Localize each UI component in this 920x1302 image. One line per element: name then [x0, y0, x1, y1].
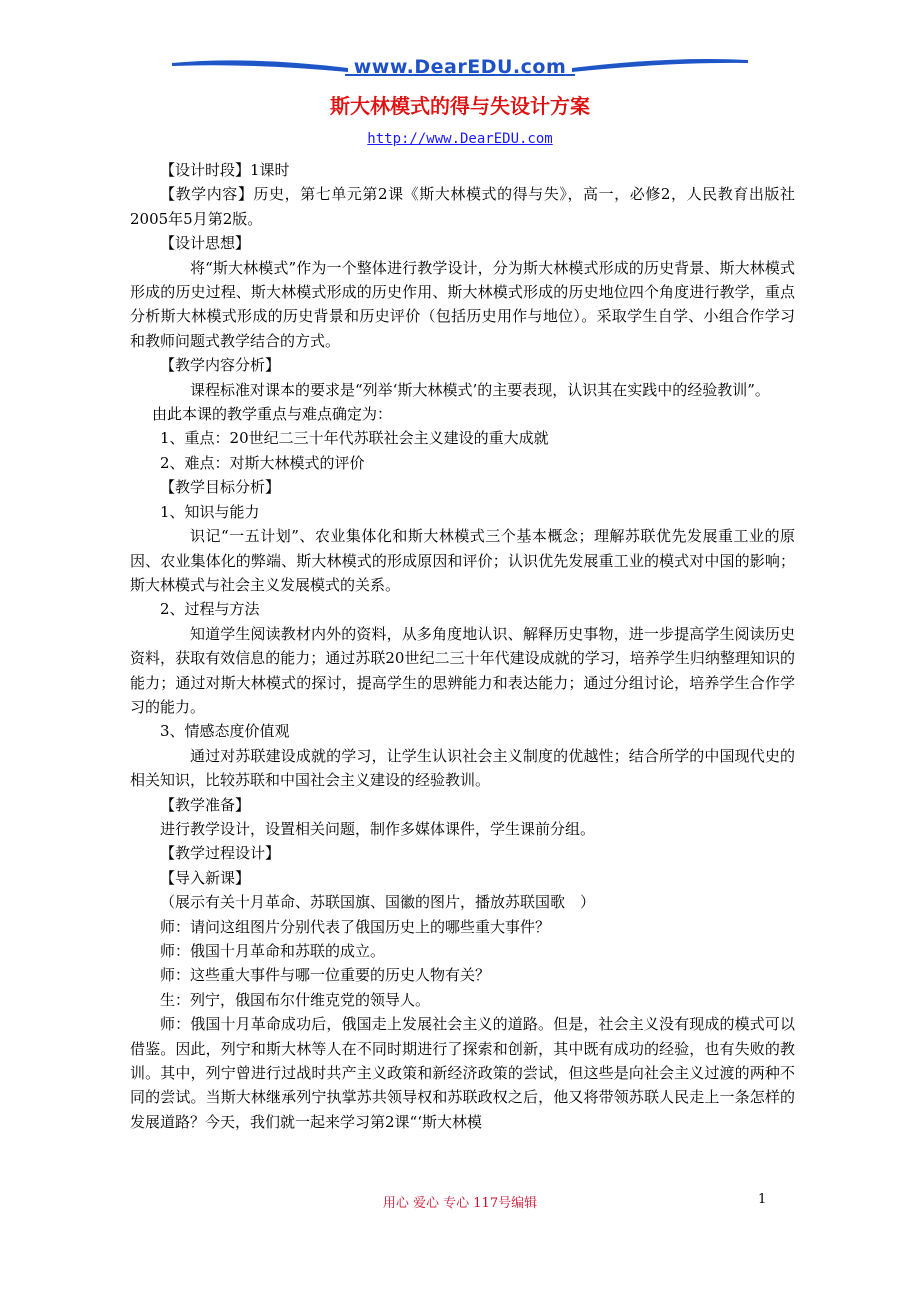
- paragraph: （展示有关十月革命、苏联国旗、国徽的图片，播放苏联国歌 ）: [160, 893, 596, 912]
- page-number: 1: [758, 1192, 767, 1207]
- paragraph: 师：俄国十月革命成功后，俄国走上发展社会主义的道路。但是，社会主义没有现成的模式可以借鉴。因此，列宁和斯大林等人在不同时期进行了探索和创新，其中既有成功的经验，也有失败的教训。其中，列宁曾进行过战时共产主义政策和新经济政策的尝试，但这些是向社会主义过渡的两种不同的尝试。当斯大林继承列宁执掌苏共领导权和苏联政权之后，他又将带领苏联人民走上一条怎样的发展道路？今天，我们就一起来学习第2课“‘斯大林模: [130, 1015, 795, 1131]
- paragraph: 【设计时段】1课时: [160, 161, 290, 179]
- page-footer: 用心 爱心 专心 117号编辑: [382, 1196, 538, 1211]
- paragraph: 识记“一五计划”、农业集体化和斯大林模式三个基本概念；理解苏联优先发展重工业的原因、农业集体化的弊端、斯大林模式的形成原因和评价；认识优先发展重工业的模式对中国的影响；斯大林模式与社会主义发展模式的关系。: [130, 527, 795, 594]
- paragraph: 进行教学设计，设置相关问题，制作多媒体课件，学生课前分组。: [160, 819, 596, 838]
- section-heading: 【设计思想】: [160, 234, 251, 253]
- section-heading: 【教学内容分析】: [160, 356, 281, 375]
- paragraph: 【教学内容】历史，第七单元第2课《斯大林模式的得与失》，高一，必修2，人民教育出版社2005年5月第2版。: [130, 185, 795, 228]
- site-banner: [170, 54, 750, 84]
- list-item: 1、重点：20世纪二三十年代苏联社会主义建设的重大成就: [160, 429, 549, 448]
- paragraph: 课程标准对课本的要求是“列举‘斯大林模式’的主要表现，认识其在实践中的经验教训”。: [190, 380, 770, 399]
- list-item: 2、难点：对斯大林模式的评价: [160, 453, 365, 472]
- section-heading: 【导入新课】: [160, 868, 251, 887]
- section-heading: 【教学过程设计】: [160, 844, 281, 863]
- document-body: [130, 158, 795, 1134]
- section-heading: 【教学准备】: [160, 795, 251, 814]
- dialogue-line: 师：请问这组图片分别代表了俄国历史上的哪些重大事件？: [160, 917, 551, 936]
- dialogue-line: 师：俄国十月革命和苏联的成立。: [160, 942, 386, 960]
- source-link[interactable]: http://www.DearEDU.com: [367, 131, 553, 147]
- paragraph: 通过对苏联建设成就的学习，让学生认识社会主义制度的优越性；结合所学的中国现代史的相关知识，比较苏联和中国社会主义建设的经验教训。: [130, 746, 795, 790]
- paragraph: 知道学生阅读教材内外的资料，从多角度地认识、解释历史事物，进一步提高学生阅读历史资料，获取有效信息的能力；通过苏联20世纪二三十年代建设成就的学习，培养学生归纳整理知识的能力；通过对斯大林模式的探讨，提高学生的思辨能力和表达能力；通过分组讨论，培养学生合作学习的能力。: [130, 624, 795, 716]
- page-title: 斯大林模式的得与失设计方案: [330, 94, 590, 118]
- subheading: 1、知识与能力: [160, 502, 260, 521]
- dialogue-line: 生：列宁，俄国布尔什维克党的领导人。: [160, 990, 431, 1009]
- section-heading: 【教学目标分析】: [160, 478, 281, 497]
- paragraph: 由此本课的教学重点与难点确定为：: [152, 405, 393, 424]
- subheading: 2、过程与方法: [160, 600, 260, 619]
- banner-text: www.DearEDU.com: [353, 56, 567, 78]
- subheading: 3、情感态度价值观: [160, 722, 290, 741]
- dialogue-line: 师：这些重大事件与哪一位重要的历史人物有关？: [160, 966, 491, 985]
- paragraph: 将“斯大林模式”作为一个整体进行教学设计，分为斯大林模式形成的历史背景、斯大林模式形成的历史过程、斯大林模式形成的历史作用、斯大林模式形成的历史地位四个角度进行教学，重点分析斯大林模式形成的历史背景和历史评价（包括历史用作与地位）。采取学生自学、小组合作学习和教师问题式教学结合的方式。: [130, 258, 795, 350]
